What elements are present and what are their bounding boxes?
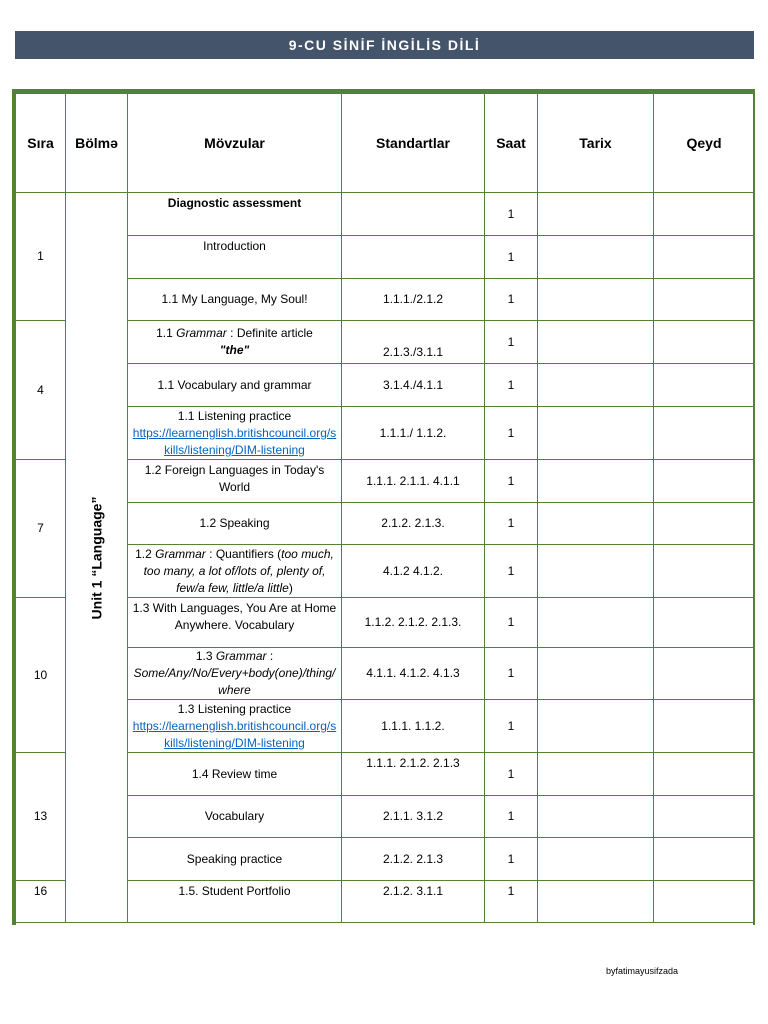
topic-cell: 1.2 Speaking: [128, 503, 342, 545]
standard-cell: [342, 236, 485, 279]
topic-italic: Grammar: [215, 649, 267, 663]
topic-rest: : Quantifiers (: [205, 546, 282, 561]
hours-cell: 1: [485, 796, 538, 838]
topic-cell: 1.1 My Language, My Soul!: [128, 279, 342, 321]
hours-cell: 1: [485, 364, 538, 407]
header-movzular: Mövzular: [128, 94, 342, 193]
note-cell[interactable]: [654, 796, 755, 838]
topic-rest: : Definite article: [226, 326, 313, 340]
topic-italic-list: Some/Any/No/Every+body(one)/thing/where: [133, 666, 336, 697]
standard-cell: 1.1.2. 2.1.2. 2.1.3.: [342, 598, 485, 648]
date-cell[interactable]: [538, 648, 654, 700]
note-cell[interactable]: [654, 321, 755, 364]
hours-cell: 1: [485, 503, 538, 545]
date-cell[interactable]: [538, 700, 654, 753]
standard-cell: 1.1.1./2.1.2: [342, 279, 485, 321]
standard-cell: 2.1.1. 3.1.2: [342, 796, 485, 838]
sira-cell: 10: [16, 598, 66, 753]
topic-cell: 1.5. Student Portfolio: [128, 881, 342, 923]
unit-cell: [66, 193, 128, 923]
date-cell[interactable]: [538, 753, 654, 796]
header-row: [16, 94, 755, 193]
topic-cell: Speaking practice: [128, 838, 342, 881]
date-cell[interactable]: [538, 881, 654, 923]
standard-cell: 3.1.4./4.1.1: [342, 364, 485, 407]
date-cell[interactable]: [538, 838, 654, 881]
topic-cell: [128, 648, 342, 700]
topic-cell: 1.4 Review time: [128, 753, 342, 796]
note-cell[interactable]: [654, 598, 755, 648]
header-tarix: Tarix: [538, 94, 654, 193]
note-cell[interactable]: [654, 753, 755, 796]
date-cell[interactable]: [538, 236, 654, 279]
header-qeyd: Qeyd: [654, 94, 755, 193]
header-sira: Sıra: [16, 94, 66, 193]
hours-cell: 1: [485, 407, 538, 460]
hours-cell: 1: [485, 236, 538, 279]
note-cell[interactable]: [654, 236, 755, 279]
note-cell[interactable]: [654, 193, 755, 236]
hours-cell: 1: [485, 193, 538, 236]
header-bolme: Bölmə: [66, 94, 128, 193]
note-cell[interactable]: [654, 881, 755, 923]
standard-cell: 2.1.2. 2.1.3: [342, 838, 485, 881]
date-cell[interactable]: [538, 193, 654, 236]
date-cell[interactable]: [538, 545, 654, 598]
standard-cell: 1.1.1. 2.1.2. 2.1.3: [342, 753, 485, 796]
topic-rest: :: [266, 649, 274, 663]
note-cell[interactable]: [654, 407, 755, 460]
topic-cell: 1.3 With Languages, You Are at Home Anywhere. Vocabulary: [128, 598, 342, 648]
topic-cell: Introduction: [128, 236, 342, 279]
topic-bold: "the": [219, 343, 250, 357]
table-row: [16, 193, 755, 236]
sira-cell: 7: [16, 460, 66, 598]
topic-text: 1.1 Listening practice: [177, 408, 292, 423]
note-cell[interactable]: [654, 838, 755, 881]
unit-label: Unit 1 “Language”: [88, 496, 104, 619]
curriculum-table: [15, 93, 755, 923]
date-cell[interactable]: [538, 796, 654, 838]
hours-cell: 1: [485, 753, 538, 796]
standard-cell: 1.1.1. 1.1.2.: [342, 700, 485, 753]
listening-link[interactable]: https://learnenglish.britishcouncil.org/skills/listening/DIM-listening: [132, 718, 337, 750]
topic-cell: Diagnostic assessment: [128, 193, 342, 236]
topic-italic-list: too much, too many, a lot of/lots of, plenty of, few/a few, little/a little: [143, 546, 334, 595]
date-cell[interactable]: [538, 364, 654, 407]
listening-link[interactable]: https://learnenglish.britishcouncil.org/skills/listening/DIM-listening: [132, 425, 337, 457]
standard-cell: 4.1.1. 4.1.2. 4.1.3: [342, 648, 485, 700]
hours-cell: 1: [485, 700, 538, 753]
topic-cell: 1.1 Vocabulary and grammar: [128, 364, 342, 407]
standard-cell: 1.1.1./ 1.1.2.: [342, 407, 485, 460]
topic-cell: Vocabulary: [128, 796, 342, 838]
topic-cell: [128, 321, 342, 364]
note-cell[interactable]: [654, 279, 755, 321]
topic-italic: Grammar: [155, 546, 206, 561]
hours-cell: 1: [485, 279, 538, 321]
topic-cell: [128, 407, 342, 460]
date-cell[interactable]: [538, 279, 654, 321]
date-cell[interactable]: [538, 407, 654, 460]
standard-cell: 2.1.2. 2.1.3.: [342, 503, 485, 545]
topic-cell: [128, 545, 342, 598]
standard-cell: 2.1.3./3.1.1: [342, 321, 485, 364]
hours-cell: 1: [485, 598, 538, 648]
note-cell[interactable]: [654, 364, 755, 407]
topic-prefix: 1.2: [135, 546, 156, 561]
sira-cell: 16: [16, 881, 66, 923]
hours-cell: 1: [485, 321, 538, 364]
note-cell[interactable]: [654, 648, 755, 700]
standard-cell: 2.1.2. 3.1.1: [342, 881, 485, 923]
hours-cell: 1: [485, 545, 538, 598]
date-cell[interactable]: [538, 460, 654, 503]
document-title: 9-CU SİNİF İNGİLİS DİLİ: [15, 31, 754, 59]
note-cell[interactable]: [654, 503, 755, 545]
date-cell[interactable]: [538, 503, 654, 545]
header-saat: Saat: [485, 94, 538, 193]
date-cell[interactable]: [538, 598, 654, 648]
standard-cell: 4.1.2 4.1.2.: [342, 545, 485, 598]
note-cell[interactable]: [654, 700, 755, 753]
sira-cell: 4: [16, 321, 66, 460]
hours-cell: 1: [485, 648, 538, 700]
author-footer: byfatimayusifzada: [606, 966, 679, 976]
note-cell[interactable]: [654, 460, 755, 503]
date-cell[interactable]: [538, 321, 654, 364]
topic-end: ): [288, 580, 293, 595]
topic-cell: 1.2 Foreign Languages in Today's World: [128, 460, 342, 503]
standard-cell: [342, 193, 485, 236]
standard-cell: 1.1.1. 2.1.1. 4.1.1: [342, 460, 485, 503]
header-standartlar: Standartlar: [342, 94, 485, 193]
topic-cell: [128, 700, 342, 753]
hours-cell: 1: [485, 460, 538, 503]
sira-cell: 1: [16, 193, 66, 321]
hours-cell: 1: [485, 838, 538, 881]
topic-text: 1.3 Listening practice: [177, 701, 292, 716]
topic-prefix: 1.3: [195, 649, 216, 663]
hours-cell: 1: [485, 881, 538, 923]
topic-prefix: 1.1: [156, 326, 177, 340]
sira-cell: 13: [16, 753, 66, 881]
note-cell[interactable]: [654, 545, 755, 598]
topic-italic: Grammar: [176, 326, 227, 340]
